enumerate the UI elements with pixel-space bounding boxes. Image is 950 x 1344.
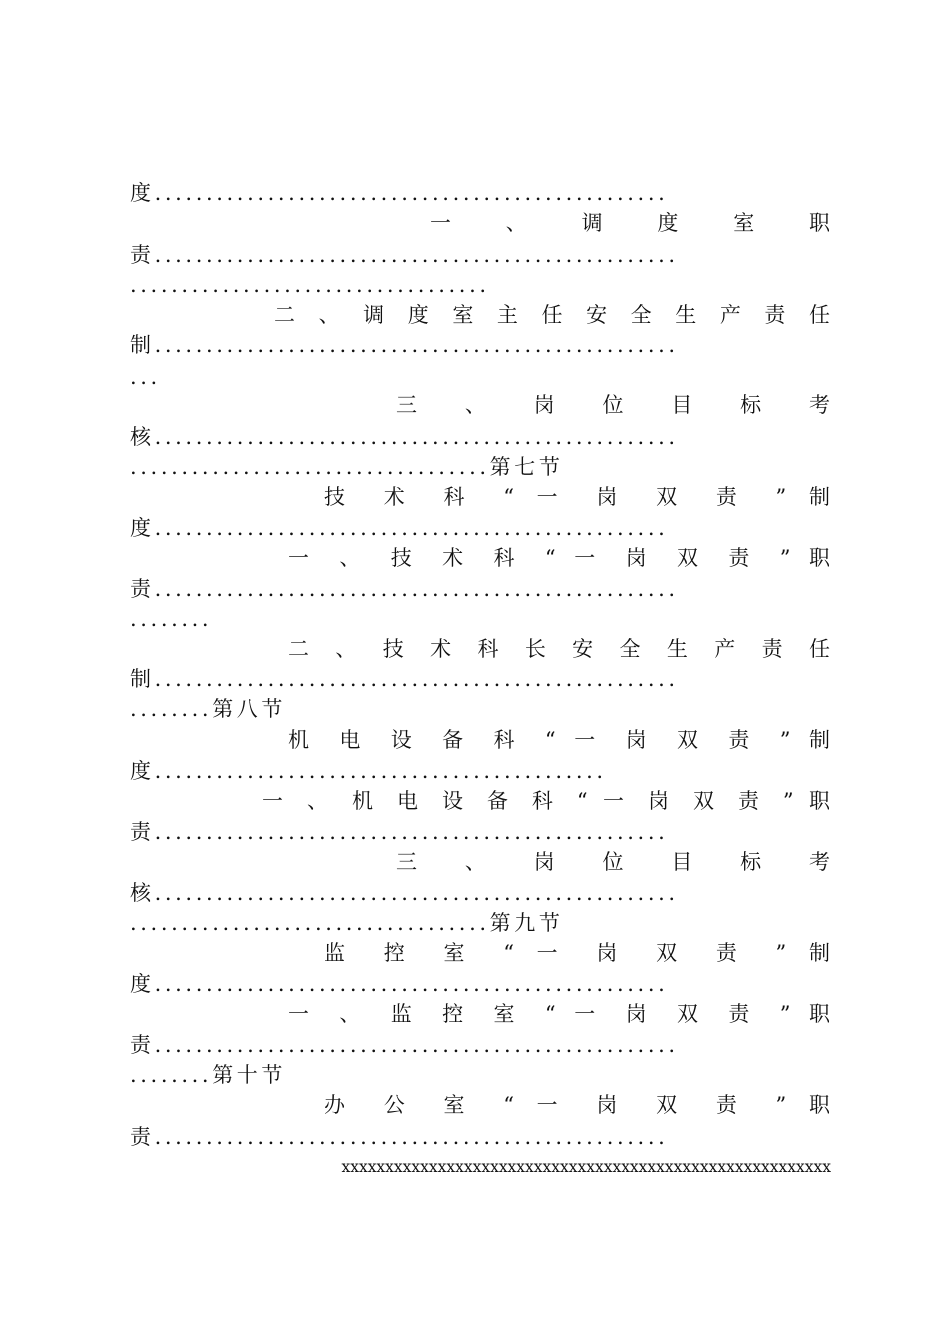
toc-line: 核................................................... — [130, 881, 679, 905]
toc-line: 度.................................................. — [130, 516, 669, 540]
toc-line: ...................................第九节 — [130, 911, 564, 935]
toc-heading: 一 、 调 度 室 职 — [430, 211, 830, 235]
toc-line: ...................................第七节 — [130, 455, 564, 479]
toc-line: 核................................................... — [130, 425, 679, 449]
toc-line: 责.................................................. — [130, 820, 669, 844]
toc-line: ........第八节 — [130, 697, 287, 721]
toc-heading: 监 控 室 “ 一 岗 双 责 ” 制 — [324, 941, 830, 965]
toc-line: ... — [130, 365, 161, 389]
toc-heading: 三 、 岗 位 目 标 考 — [396, 393, 830, 417]
toc-line: 责................................................... — [130, 577, 679, 601]
footer-mask-line: xxxxxxxxxxxxxxxxxxxxxxxxxxxxxxxxxxxxxxxxxxxxxxxxxxxxxxxx — [341, 1158, 831, 1176]
toc-heading: 技 术 科 “ 一 岗 双 责 ” 制 — [324, 485, 830, 509]
toc-line: 度.................................................. — [130, 181, 669, 205]
toc-line: ........第十节 — [130, 1063, 287, 1087]
toc-line: ........ — [130, 607, 213, 631]
toc-line: 责................................................... — [130, 243, 679, 267]
toc-line: 度.................................................. — [130, 972, 669, 996]
toc-line: 责................................................... — [130, 1033, 679, 1057]
toc-line: 制................................................... — [130, 333, 679, 357]
toc-heading: 二 、 技 术 科 长 安 全 生 产 责 任 — [288, 637, 830, 661]
toc-line: 责.................................................. — [130, 1125, 669, 1149]
toc-heading: 二 、 调 度 室 主 任 安 全 生 产 责 任 — [274, 303, 830, 327]
toc-line: 度............................................ — [130, 759, 607, 783]
toc-line: 制................................................... — [130, 667, 679, 691]
toc-heading: 一 、 监 控 室 “ 一 岗 双 责 ” 职 — [288, 1002, 830, 1026]
toc-heading: 三 、 岗 位 目 标 考 — [396, 850, 830, 874]
toc-heading: 一 、 技 术 科 “ 一 岗 双 责 ” 职 — [288, 546, 830, 570]
toc-heading: 一 、 机 电 设 备 科 “ 一 岗 双 责 ” 职 — [262, 789, 830, 813]
toc-heading: 机 电 设 备 科 “ 一 岗 双 责 ” 制 — [288, 728, 830, 752]
toc-line: ................................... — [130, 273, 490, 297]
toc-heading: 办 公 室 “ 一 岗 双 责 ” 职 — [324, 1093, 830, 1117]
